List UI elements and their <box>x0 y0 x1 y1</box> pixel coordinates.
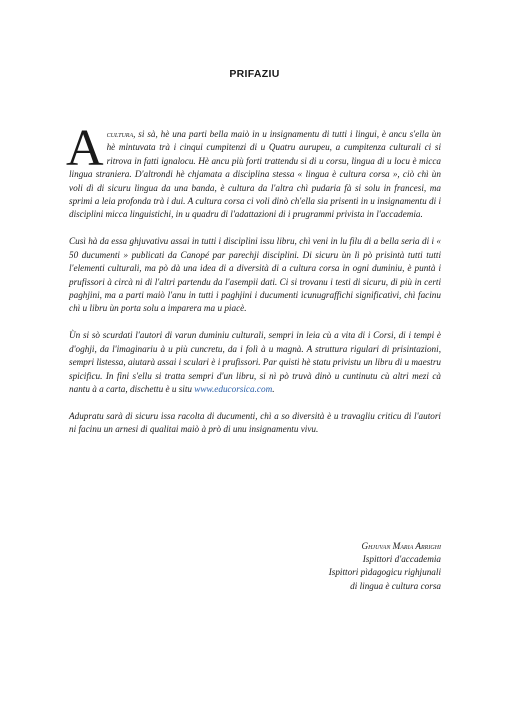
paragraph-3-end: . <box>272 383 275 394</box>
drop-cap: A <box>66 120 104 177</box>
signature-block <box>329 540 441 593</box>
page-title: PRIFAZIU <box>229 68 280 80</box>
author-role-2: Ispittori pìdagogicu righjunali <box>328 567 441 578</box>
author-role-1: Ispittori d'accademia <box>362 554 441 565</box>
author-role-3: di lingua è cultura corsa <box>350 580 441 591</box>
lead-word: cultura <box>106 129 134 139</box>
paragraph-1-text: , si sà, hè una parti bella maiò in u insignamentu di tutti i lingui, è ancu s'ella ùn hè mintuvata trà i cinqui cumpitenzi di u Quatru aurupeu, a cumpitenza culturali ci si ritrova in fatti ignalocu. Hè ancu più forti trattendu si di u corsu, lingua di u locu è micca lingua straniera. D'altrondi hè chjamata a disciplina stessa « lingua è cultura corsa », ciò chì ùn voli dì di sicuru lingua da una banda, è cultura da l'altra chì pudaria fà si solu in francesi, ma sprimi a leia profonda trà i dui. A cultura corsa ci voli dinò ch'ella sia prisenti in u insignamentu di i disciplini micca linguistichi, in u quadru di l'adattazioni di i prugrammi privista in l'accademia. <box>69 129 441 220</box>
paragraph-3 <box>69 329 441 396</box>
paragraph-3-text: Ùn si sò scurdati l'autori di varun duminiu culturali, sempri in leia cù a vita di i Corsi, di i tempi è d'oghji, da l'imaginariu à u più cuncretu, da i folì à u magnà. A struttura rigulari di prisintazioni, sempri listessa, aiutarà assai i sculari è i prufissori. Par quisti hè statu privistu un libru di u maestru spicificu. In fini s'ellu si tratta sempri d'un libru, si nì pò truvà dinò u cuntinutu cù altri mezi cà nantu à a carta, dischettu è u situ <box>69 330 441 394</box>
preface-body <box>66 120 441 450</box>
website-link[interactable]: www.educorsica.com <box>194 383 273 394</box>
paragraph-2: Cusì hà da essa ghjuvativu assai in tutti i disciplini issu libru, chì veni in lu filu di a bella seria di i « 50 ducumenti » publicati da Canopé par parechji disciplini. Di sicuru ùn lì pò prisintà tutti tutti l'elementi culturali, ma pò dà una idea di a diversità di a cultura corsa in ogni duminiu, è puntà i prufissori à circà ni di l'altri partendu da l'asempii dati. Ci si trovanu i testi di sicuru, di più in certi paghjini, ma a parti maiò l'anu in tutti i paghjini i ducumenti icunugraffichi significativi, chì facinu chì u libru ùn porta solu a imparera ma u piacè. <box>69 236 441 314</box>
paragraph-4: Adupratu sarà di sicuru issa racolta di ducumenti, chì a so diversità è u travagliu criticu di l'autori ni facinu un arnesi di qualitai maiò à prò di unu insignamentu vivu. <box>69 410 441 435</box>
paragraph-1 <box>66 120 441 222</box>
author-name: Ghjuvan Maria Arrighi <box>361 541 441 551</box>
